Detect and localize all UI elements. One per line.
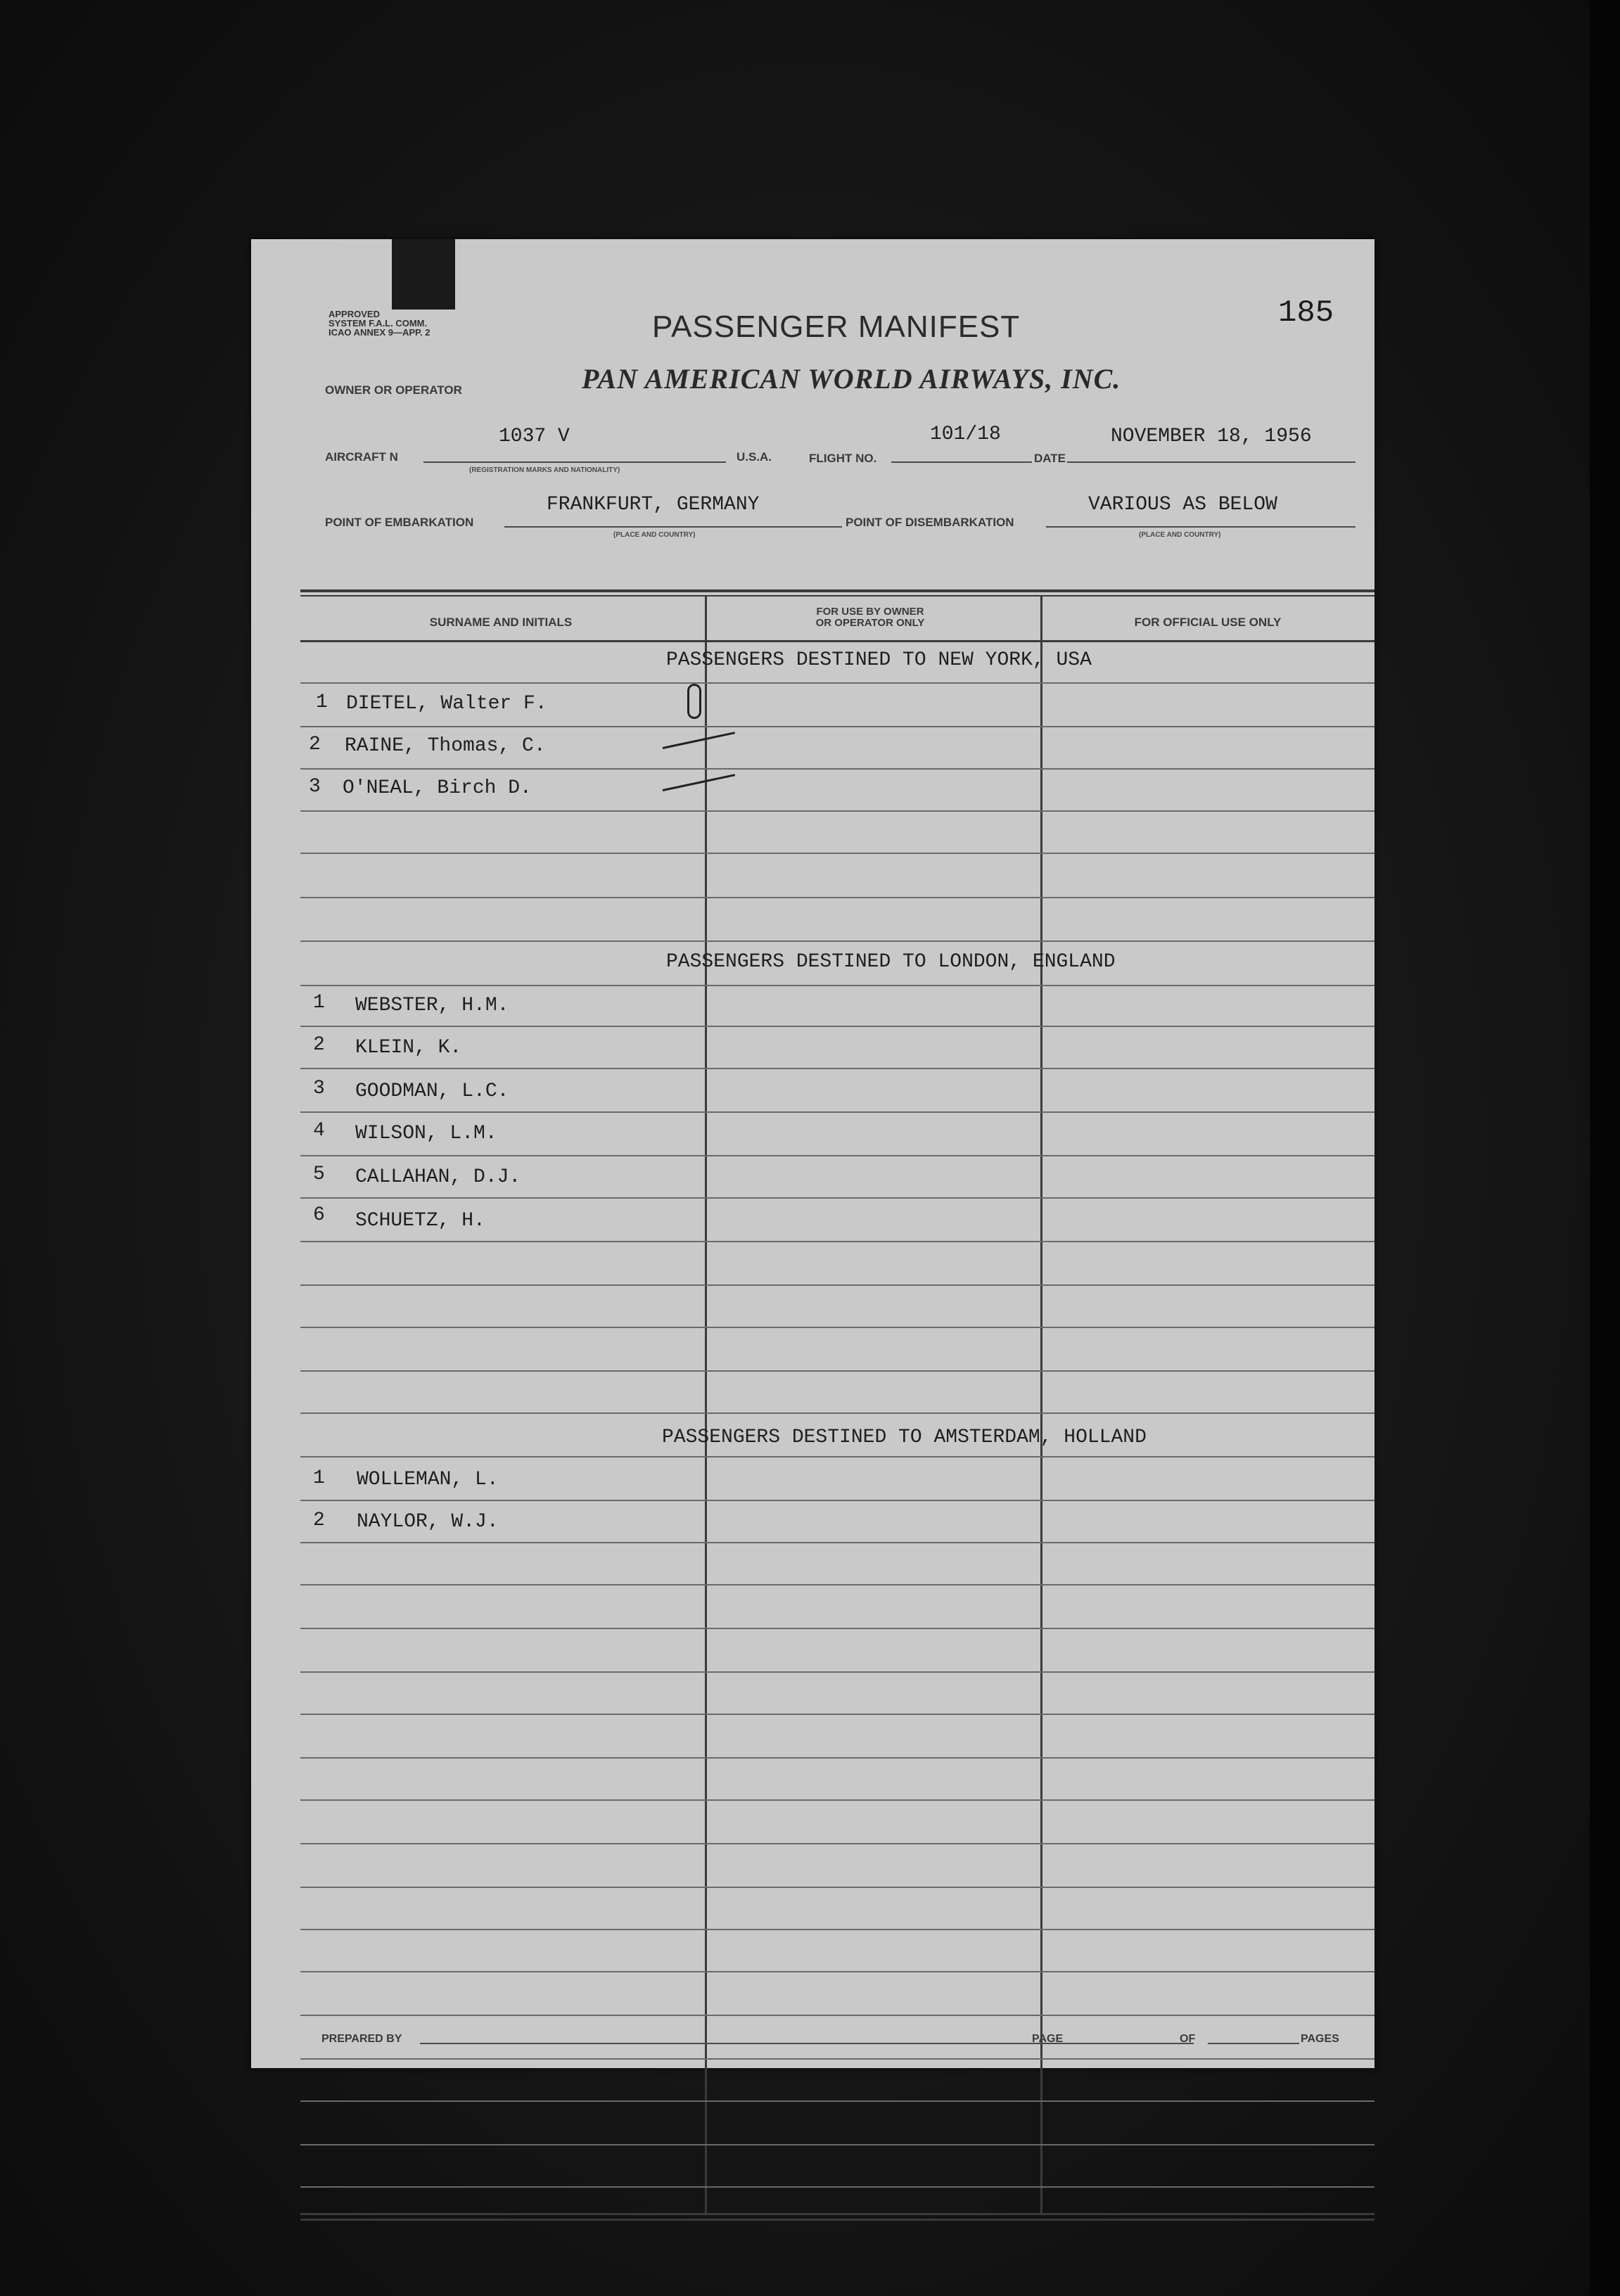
table-top-rule [300, 595, 1375, 597]
owner-label: OWNER OR OPERATOR [325, 383, 462, 397]
passenger-name: WEBSTER, H.M. [355, 995, 509, 1016]
group-heading: PASSENGERS DESTINED TO AMSTERDAM, HOLLAND [662, 1427, 1147, 1448]
row-rule [300, 2058, 1375, 2060]
row-rule [300, 1155, 1375, 1156]
row-rule [300, 768, 1375, 770]
redaction-mark [392, 239, 455, 310]
embark-underline [504, 526, 842, 528]
passenger-name: SCHUETZ, H. [355, 1210, 485, 1232]
disembark-label: POINT OF DISEMBARKATION [846, 516, 1014, 529]
date-value: NOVEMBER 18, 1956 [1111, 426, 1312, 447]
col-surname: SURNAME AND INITIALS [429, 616, 573, 629]
prepared-by-label: PREPARED BY [321, 2033, 402, 2045]
row-rule [300, 1584, 1375, 1586]
embark-value: FRANKFURT, GERMANY [547, 494, 760, 516]
row-rule [300, 940, 1375, 942]
row-rule [300, 682, 1375, 684]
airline-name: PAN AMERICAN WORLD AIRWAYS, INC. [582, 363, 1121, 395]
col-owner-use [705, 606, 1035, 629]
row-rule [300, 897, 1375, 898]
row-rule [300, 1026, 1375, 1027]
row-rule [300, 2015, 1375, 2016]
passenger-name: O'NEAL, Birch D. [343, 777, 532, 799]
passenger-number: 2 [309, 734, 321, 755]
manifest-sheet [251, 239, 1375, 2068]
row-rule [300, 1971, 1375, 1972]
row-rule [300, 1714, 1375, 1715]
reg-sub-label: (REGISTRATION MARKS AND NATIONALITY) [469, 466, 620, 474]
handwritten-check-mark [687, 684, 701, 719]
col-owner-use-line: OR OPERATOR ONLY [815, 617, 925, 629]
aircraft-value: 1037 V [499, 426, 570, 447]
approval-line: SYSTEM F.A.L. COMM. [329, 318, 428, 329]
passenger-number: 1 [316, 691, 328, 713]
row-rule [300, 853, 1375, 854]
flight-label: FLIGHT NO. [809, 452, 877, 465]
table-bottom-rule [300, 2219, 1375, 2221]
approval-stamp [329, 310, 483, 337]
row-rule [300, 1843, 1375, 1844]
usa-label: U.S.A. [736, 450, 772, 464]
row-rule [300, 1929, 1375, 1930]
row-rule [300, 1284, 1375, 1286]
passenger-number: 2 [313, 1034, 325, 1056]
row-rule [300, 2144, 1375, 2145]
disembark-value: VARIOUS AS BELOW [1088, 494, 1277, 516]
passenger-number: 6 [313, 1204, 325, 1226]
row-rule [300, 1456, 1375, 1458]
film-edge [1590, 0, 1620, 2296]
group-heading: PASSENGERS DESTINED TO NEW YORK, USA [666, 649, 1092, 671]
embark-sub-label: (PLACE AND COUNTRY) [613, 531, 696, 539]
page-number: 185 [1278, 295, 1334, 331]
passenger-name: NAYLOR, W.J. [357, 1511, 499, 1533]
col-official: FOR OFFICIAL USE ONLY [1134, 616, 1282, 629]
row-rule [300, 810, 1375, 812]
passenger-name: RAINE, Thomas, C. [345, 735, 546, 757]
row-rule [300, 1241, 1375, 1242]
passenger-number: 2 [313, 1510, 325, 1531]
row-rule [300, 1500, 1375, 1501]
row-rule [300, 1068, 1375, 1069]
passenger-number: 5 [313, 1163, 325, 1185]
passenger-number: 4 [313, 1120, 325, 1142]
check-tick [663, 774, 735, 791]
approval-line: ICAO ANNEX 9—APP. 2 [329, 327, 430, 338]
table-top-rule [300, 589, 1375, 592]
row-rule [300, 1327, 1375, 1328]
flight-value: 101/18 [930, 423, 1001, 445]
approval-line: APPROVED [329, 309, 380, 319]
date-label: DATE [1034, 452, 1066, 465]
flight-underline [891, 461, 1032, 463]
row-rule [300, 726, 1375, 727]
embark-label: POINT OF EMBARKATION [325, 516, 474, 529]
row-rule [300, 1671, 1375, 1673]
row-rule [300, 1370, 1375, 1372]
passenger-name: WOLLEMAN, L. [357, 1469, 499, 1491]
table-bottom-rule [300, 2213, 1375, 2215]
col-owner-use-line: FOR USE BY OWNER [816, 606, 924, 618]
row-rule [300, 1757, 1375, 1759]
aircraft-label: AIRCRAFT N [325, 450, 398, 464]
date-underline [1067, 461, 1356, 463]
of-underline [1208, 2043, 1299, 2044]
row-rule [300, 1111, 1375, 1113]
form-title: PASSENGER MANIFEST [652, 310, 1021, 344]
row-rule [300, 1799, 1375, 1801]
passenger-number: 3 [313, 1078, 325, 1099]
page-label: PAGE [1032, 2033, 1064, 2045]
row-rule [300, 1197, 1375, 1199]
disembark-sub-label: (PLACE AND COUNTRY) [1139, 531, 1221, 539]
header-rule [300, 640, 1375, 642]
prepared-by-underline [420, 2043, 1194, 2044]
passenger-number: 1 [313, 992, 325, 1014]
row-rule [300, 1628, 1375, 1629]
of-label: OF [1180, 2033, 1196, 2045]
passenger-name: WILSON, L.M. [355, 1123, 497, 1144]
row-rule [300, 985, 1375, 986]
row-rule [300, 1542, 1375, 1543]
check-tick [663, 732, 735, 749]
disembark-underline [1046, 526, 1356, 528]
passenger-number: 3 [309, 776, 321, 798]
passenger-name: DIETEL, Walter F. [346, 693, 547, 715]
passenger-name: KLEIN, K. [355, 1037, 462, 1059]
group-heading: PASSENGERS DESTINED TO LONDON, ENGLAND [666, 951, 1116, 973]
pages-label: PAGES [1301, 2033, 1339, 2045]
aircraft-underline [423, 461, 726, 463]
passenger-name: GOODMAN, L.C. [355, 1080, 509, 1102]
row-rule [300, 1412, 1375, 1414]
row-rule [300, 2186, 1375, 2188]
passenger-number: 1 [313, 1467, 325, 1489]
passenger-name: CALLAHAN, D.J. [355, 1166, 521, 1188]
row-rule [300, 2100, 1375, 2102]
row-rule [300, 1887, 1375, 1888]
